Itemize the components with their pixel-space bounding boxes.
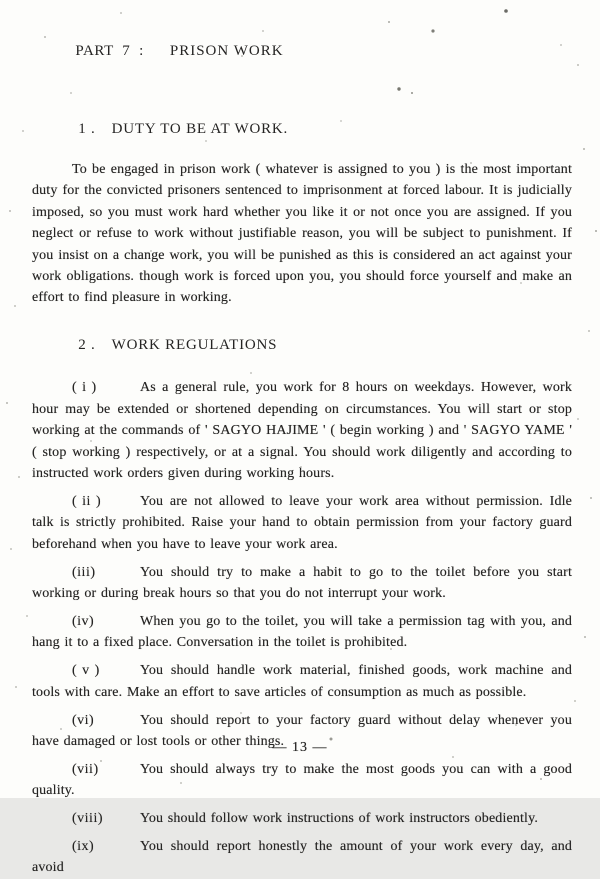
regulation-item [32, 491, 572, 555]
item-marker: (iii) [72, 564, 96, 580]
item-text: You should always try to make the most goods you can with a good quality. [32, 761, 572, 799]
regulation-item [32, 660, 572, 703]
section-1-number: 1 . [78, 121, 96, 137]
section-2-number: 2 . [78, 336, 96, 353]
regulation-item [32, 377, 572, 484]
item-marker: (vii) [72, 761, 99, 777]
item-text: You should report honestly the amount of your work every day, and avoid [32, 839, 572, 876]
item-text: You should report to your factory guard without delay whenever you have damaged or lost tools or other things. [32, 712, 572, 749]
page-number: — 13 — [272, 740, 328, 755]
regulation-item [32, 611, 572, 654]
section-2-heading [60, 320, 572, 371]
regulation-item [32, 836, 572, 879]
item-text: You should try to make a habit to go to the toilet before you start working or during break hours so that you do not interrupt your work. [32, 564, 572, 601]
item-marker: ( ii ) [72, 493, 102, 509]
section-1-paragraph: To be engaged in prison work ( whatever is assigned to you ) is the most important duty for the convicted prisoners sentenced to imprisonment at forced labour. It is judicially imposed, so you must work hard whether you like it or not once you are assigned. If you neglect or refuse to work without justifiable reason, you will be subject to punishment. If you insist on a change work, you will be punished as this is considered an act against your work obligations. though work is forced upon you, you should force yourself and make an effort to find pleasure in working. [32, 162, 572, 306]
item-marker: (ix) [72, 839, 95, 855]
section-2-title: WORK REGULATIONS [111, 336, 278, 353]
item-text: You should handle work material, finished goods, work machine and tools with care. Make an effort to save articles of consumption as much as possible. [32, 663, 572, 700]
item-marker: (iv) [72, 613, 95, 629]
item-marker: ( i ) [72, 380, 97, 396]
regulation-item [32, 808, 572, 829]
regulation-item [32, 562, 572, 605]
item-marker: ( v ) [72, 663, 100, 679]
item-text: You are not allowed to leave your work area without permission. Idle talk is strictly prohibited. Raise your hand to obtain permission from your factory guard beforehand when you have to leave your work area. [32, 493, 572, 552]
regulation-item [32, 759, 572, 802]
scan-noise-speckles [0, 0, 2, 2]
document-header [58, 26, 572, 77]
item-marker: (vi) [72, 712, 95, 728]
item-marker: (viii) [72, 811, 103, 827]
part-label: PART 7 : [75, 43, 144, 59]
section-1-heading [60, 104, 572, 155]
item-text: When you go to the toilet, you will take a permission tag with you, and hang it to a fixed place. Conversation in the toilet is prohibited. [32, 613, 572, 651]
item-text: As a general rule, you work for 8 hours on weekdays. However, work hour may be extended or shortened depending on circumstances. You will start or stop working at the commands of ' SAGYO HAJIME ' ( begin working ) and ' SAGYO YAME ' ( stop working ) respectively, or at a signal. You should work diligently and according to instructed work orders given during working hours. [32, 380, 572, 481]
item-text: You should follow work instructions of work instructors obediently. [140, 811, 538, 827]
section-1-title: DUTY TO BE AT WORK. [111, 121, 289, 137]
document-title: PRISON WORK [169, 43, 284, 59]
